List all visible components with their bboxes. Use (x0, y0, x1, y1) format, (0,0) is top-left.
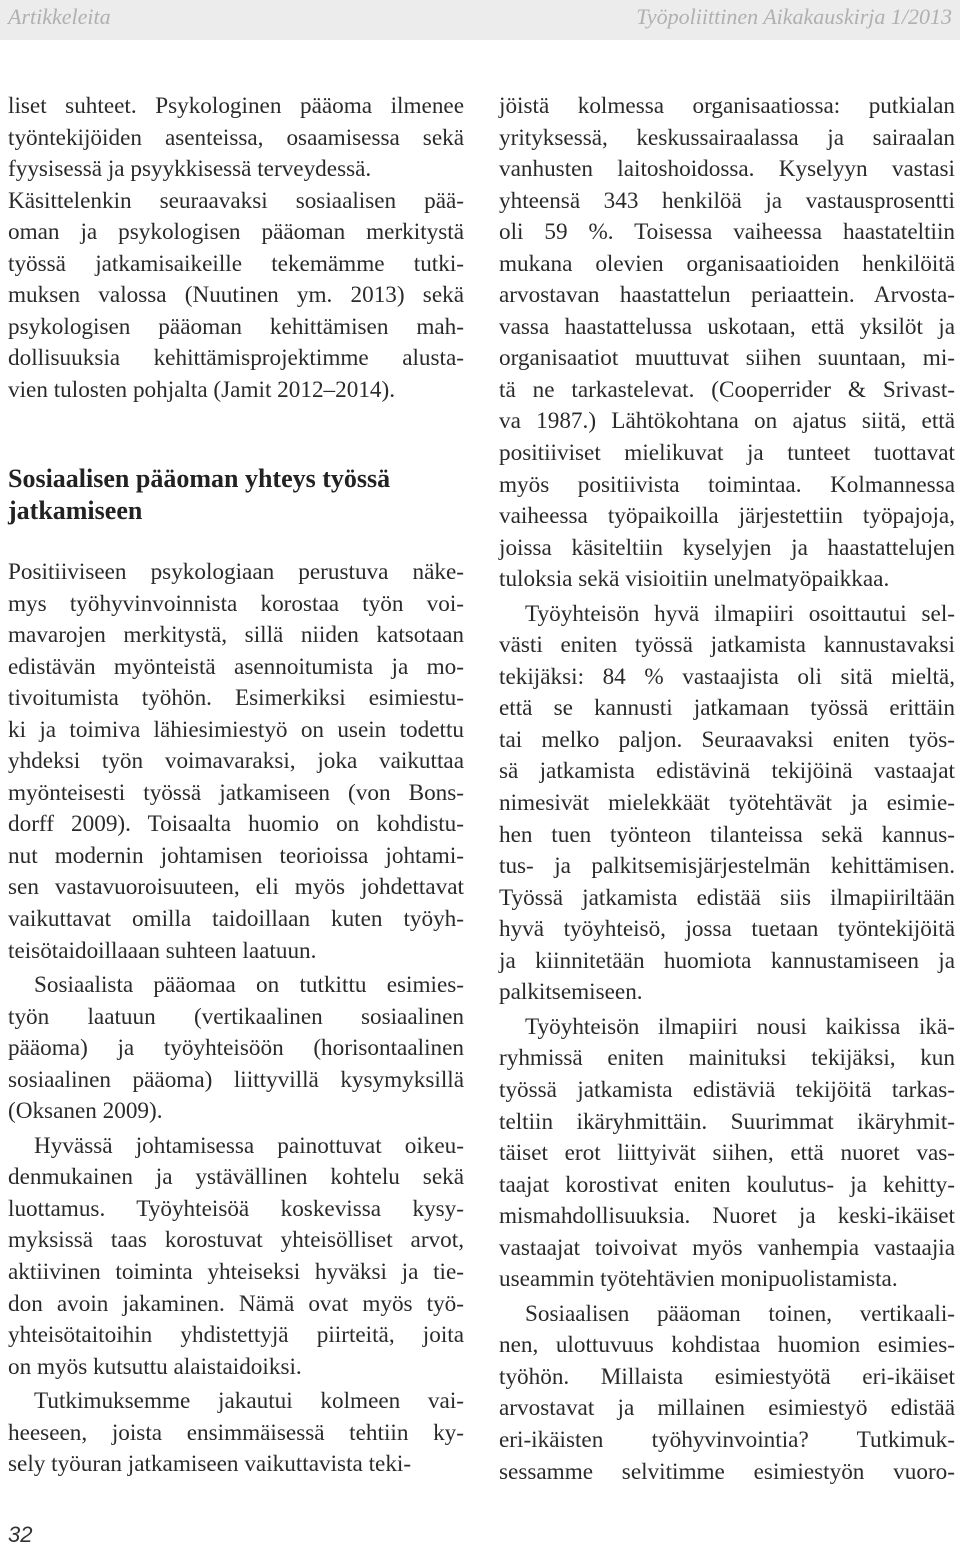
text-line: tai melko paljon. Seuraavaksi eniten työs- (499, 726, 955, 753)
text-line: vaikuttavat omilla taidoillaan kuten työyh- (8, 906, 464, 933)
text-line: myös positiivista toimintaa. Kolmannessa (499, 471, 955, 498)
text-line: don avoin jakaminen. Nämä ovat myös työ- (8, 1290, 464, 1317)
text-line: va 1987.) Lähtökohtana on ajatus siitä, että (499, 408, 955, 435)
text-line: nimesivät mielekkäät työtehtävät ja esimie- (499, 790, 955, 817)
text-line: Positiiviseen psykologiaan perustuva näke- (8, 559, 464, 585)
running-header (0, 0, 960, 40)
text-line: denmukainen ja ystävällinen kohtelu sekä (8, 1164, 464, 1191)
text-line: nut modernin johtamisen teorioissa johtami- (8, 842, 464, 869)
text-line: muksen valossa (Nuutinen ym. 2013) sekä (8, 282, 464, 309)
text-line: Työyhteisön hyvä ilmapiiri osoittautui sel- (525, 600, 955, 627)
text-line: teltiin ikäryhmittäin. Suurimmat ikäryhmit- (499, 1108, 955, 1135)
text-line: positiiviset mielikuvat ja tunteet tuottavat (499, 440, 955, 467)
left-intro-text (8, 91, 464, 406)
text-line: tivoitumista työhön. Esimerkiksi esimiestu- (8, 685, 464, 712)
text-line: sen vastavuoroisuuteen, eli myös johdettavat (8, 874, 464, 901)
text-line: psykologisen pääoman kehittämisen mah- (8, 313, 464, 340)
text-line: työntekijöiden asenteissa, osaamisessa sekä (8, 124, 464, 151)
text-line: hyvä työyhteisö, jossa tuetaan työntekijöitä (499, 916, 955, 943)
text-line: eri-ikäisten työhyvinvointia? Tutkimuk- (499, 1426, 955, 1453)
heading-line-1: Sosiaalisen pääoman yhteys työssä (8, 464, 391, 493)
text-line: sely työuran jatkamiseen vaikuttavista teki- (8, 1451, 412, 1478)
section-heading (8, 463, 390, 527)
text-line: sosiaalinen pääoma) liittyvillä kysymyksillä (8, 1066, 464, 1093)
text-line: työssä jatkamista edistäviä tekijöitä tarkas- (499, 1076, 955, 1103)
text-line: teisötaidoillaaan suhteen laatuun. (8, 937, 317, 964)
text-line: tekijäksi: 84 % vastaajista oli sitä mieltä, (499, 663, 955, 690)
text-line: vien tulosten pohjalta (Jamit 2012–2014). (8, 376, 396, 403)
text-line: heeseen, joista ensimmäisessä tehtiin ky- (8, 1419, 464, 1446)
text-line: mismahdollisuuksia. Nuoret ja keski-ikäiset (499, 1203, 955, 1230)
text-line: Työssä jatkamista edistää siis ilmapiiriltään (499, 884, 955, 911)
text-line: Sosiaalisen pääoman toinen, vertikaali- (525, 1300, 955, 1327)
journal-title: Työpoliittinen Aikakauskirja 1/2013 (636, 4, 952, 29)
text-line: täiset erot liittyivät siihen, että nuoret vas- (499, 1140, 955, 1167)
text-line: yrityksessä, keskussairaalassa ja sairaalan (499, 124, 955, 151)
text-line: ki ja toimiva lähiesimiestyö on usein todettu (8, 716, 464, 743)
text-line: tuloksia sekä visioitiin unelmatyöpaikkaa. (499, 566, 890, 593)
page-number: 32 (8, 1522, 33, 1547)
left-body-text (8, 557, 464, 1481)
text-line: vaiheessa työpaikoilla järjestettiin työpajoja, (499, 503, 955, 530)
text-line: nen, ulottuvuus kohdistaa huomion esimies- (499, 1332, 955, 1359)
text-line: hen tuen työnteon tilanteissa sekä kannus- (499, 821, 955, 848)
text-line: fyysisessä ja psyykkisessä terveydessä. (8, 156, 372, 183)
text-line: taajat korostivat eniten koulutus- ja kehitty- (499, 1171, 955, 1198)
text-line: yhdeksi työn voimavaraksi, joka vaikuttaa (8, 748, 464, 775)
text-line: useammin työtehtävien monipuolistamista. (499, 1266, 898, 1293)
text-line: liset suhteet. Psykologinen pääoma ilmenee (8, 93, 464, 119)
text-line: oli 59 %. Toisessa vaiheessa haastateltiin (499, 219, 955, 246)
text-line: Sosiaalista pääomaa on tutkittu esimies- (34, 972, 464, 999)
text-line: ryhmissä eniten mainituksi tekijäksi, kun (499, 1045, 955, 1072)
text-line: västi eniten työssä jatkamista kannustavaksi (499, 632, 955, 659)
text-line: arvostavat ja millainen esimiestyö edistää (499, 1395, 955, 1422)
text-line: oman ja psykologisen pääoman merkitystä (8, 219, 464, 246)
text-line: työssä jatkamisaikeille tekemämme tutki- (8, 250, 464, 277)
text-line: arvostavan haastattelun periaattein. Arvosta- (499, 282, 955, 309)
text-line: mys työhyvinvoinnista korostaa työn voi- (8, 590, 464, 617)
text-line: että se kannusti jatkamaan työssä erittäin (499, 695, 955, 722)
text-line: yhteisötaitoihin yhdistettyjä piirteitä, joita (8, 1322, 464, 1349)
text-line: tus- ja palkitsemisjärjestelmän kehittämisen. (499, 853, 955, 880)
text-line: pääoma) ja työyhteisöön (horisontaalinen (8, 1035, 464, 1062)
text-line: aktiivinen toiminta yhteiseksi hyväksi ja tie- (8, 1259, 464, 1286)
text-line: sessamme selvitimme esimiestyön vuoro- (499, 1458, 955, 1485)
text-line: vastaajat toivoivat myös vanhempia vastaajia (499, 1234, 955, 1261)
text-line: jöistä kolmessa organisaatiossa: putkialan (499, 93, 955, 119)
text-line: Käsittelenkin seuraavaksi sosiaalisen pää- (8, 187, 464, 214)
text-line: yhteensä 343 henkilöä ja vastausprosentti (499, 187, 955, 214)
text-line: tä ne tarkastelevat. (Cooperrider & Srivast- (499, 376, 955, 403)
text-line: mukana olevien organisaatioiden henkilöitä (499, 250, 955, 277)
text-line: palkitsemiseen. (499, 979, 643, 1006)
text-line: joissa käsiteltiin kyselyjen ja haastattelujen (499, 534, 955, 561)
text-line: vanhusten laitoshoidossa. Kyselyyn vastasi (499, 156, 955, 183)
text-line: työn laatuun (vertikaalinen sosiaalinen (8, 1003, 464, 1030)
right-column-text (499, 91, 955, 1488)
text-line: Työyhteisön ilmapiiri nousi kaikissa ikä- (525, 1013, 955, 1040)
text-line: luottamus. Työyhteisöä koskevissa kysy- (8, 1195, 464, 1222)
text-line: edistävän myönteistä asennoitumista ja mo- (8, 653, 464, 680)
text-line: dorff 2009). Toisaalta huomio on kohdistu- (8, 811, 464, 838)
text-line: organisaatiot muuttuvat siihen suuntaan, mi- (499, 345, 955, 372)
text-line: myksissä taas korostuvat yhteisölliset arvot, (8, 1227, 464, 1254)
text-line: vassa haastattelussa uskotaan, että yksilöt ja (499, 313, 955, 340)
text-line: työhön. Millaista esimiestyötä eri-ikäiset (499, 1363, 955, 1390)
text-line: (Oksanen 2009). (8, 1098, 163, 1125)
text-line: dollisuuksia kehittämisprojektimme alusta- (8, 345, 464, 372)
text-line: Tutkimuksemme jakautui kolmeen vai- (34, 1388, 464, 1415)
text-line: Hyvässä johtamisessa painottuvat oikeu- (34, 1132, 464, 1159)
text-line: sä jatkamista edistävinä tekijöinä vastaajat (499, 758, 955, 785)
text-line: myönteisesti työssä jatkamiseen (von Bons- (8, 779, 464, 806)
heading-line-2: jatkamiseen (8, 496, 143, 525)
text-line: on myös kutsuttu alaistaidoiksi. (8, 1353, 302, 1380)
section-label: Artikkeleita (8, 4, 111, 29)
text-line: ja kiinnitetään huomiota kannustamiseen ja (499, 947, 955, 974)
text-line: mavarojen merkitystä, sillä niiden katsotaan (8, 622, 464, 649)
